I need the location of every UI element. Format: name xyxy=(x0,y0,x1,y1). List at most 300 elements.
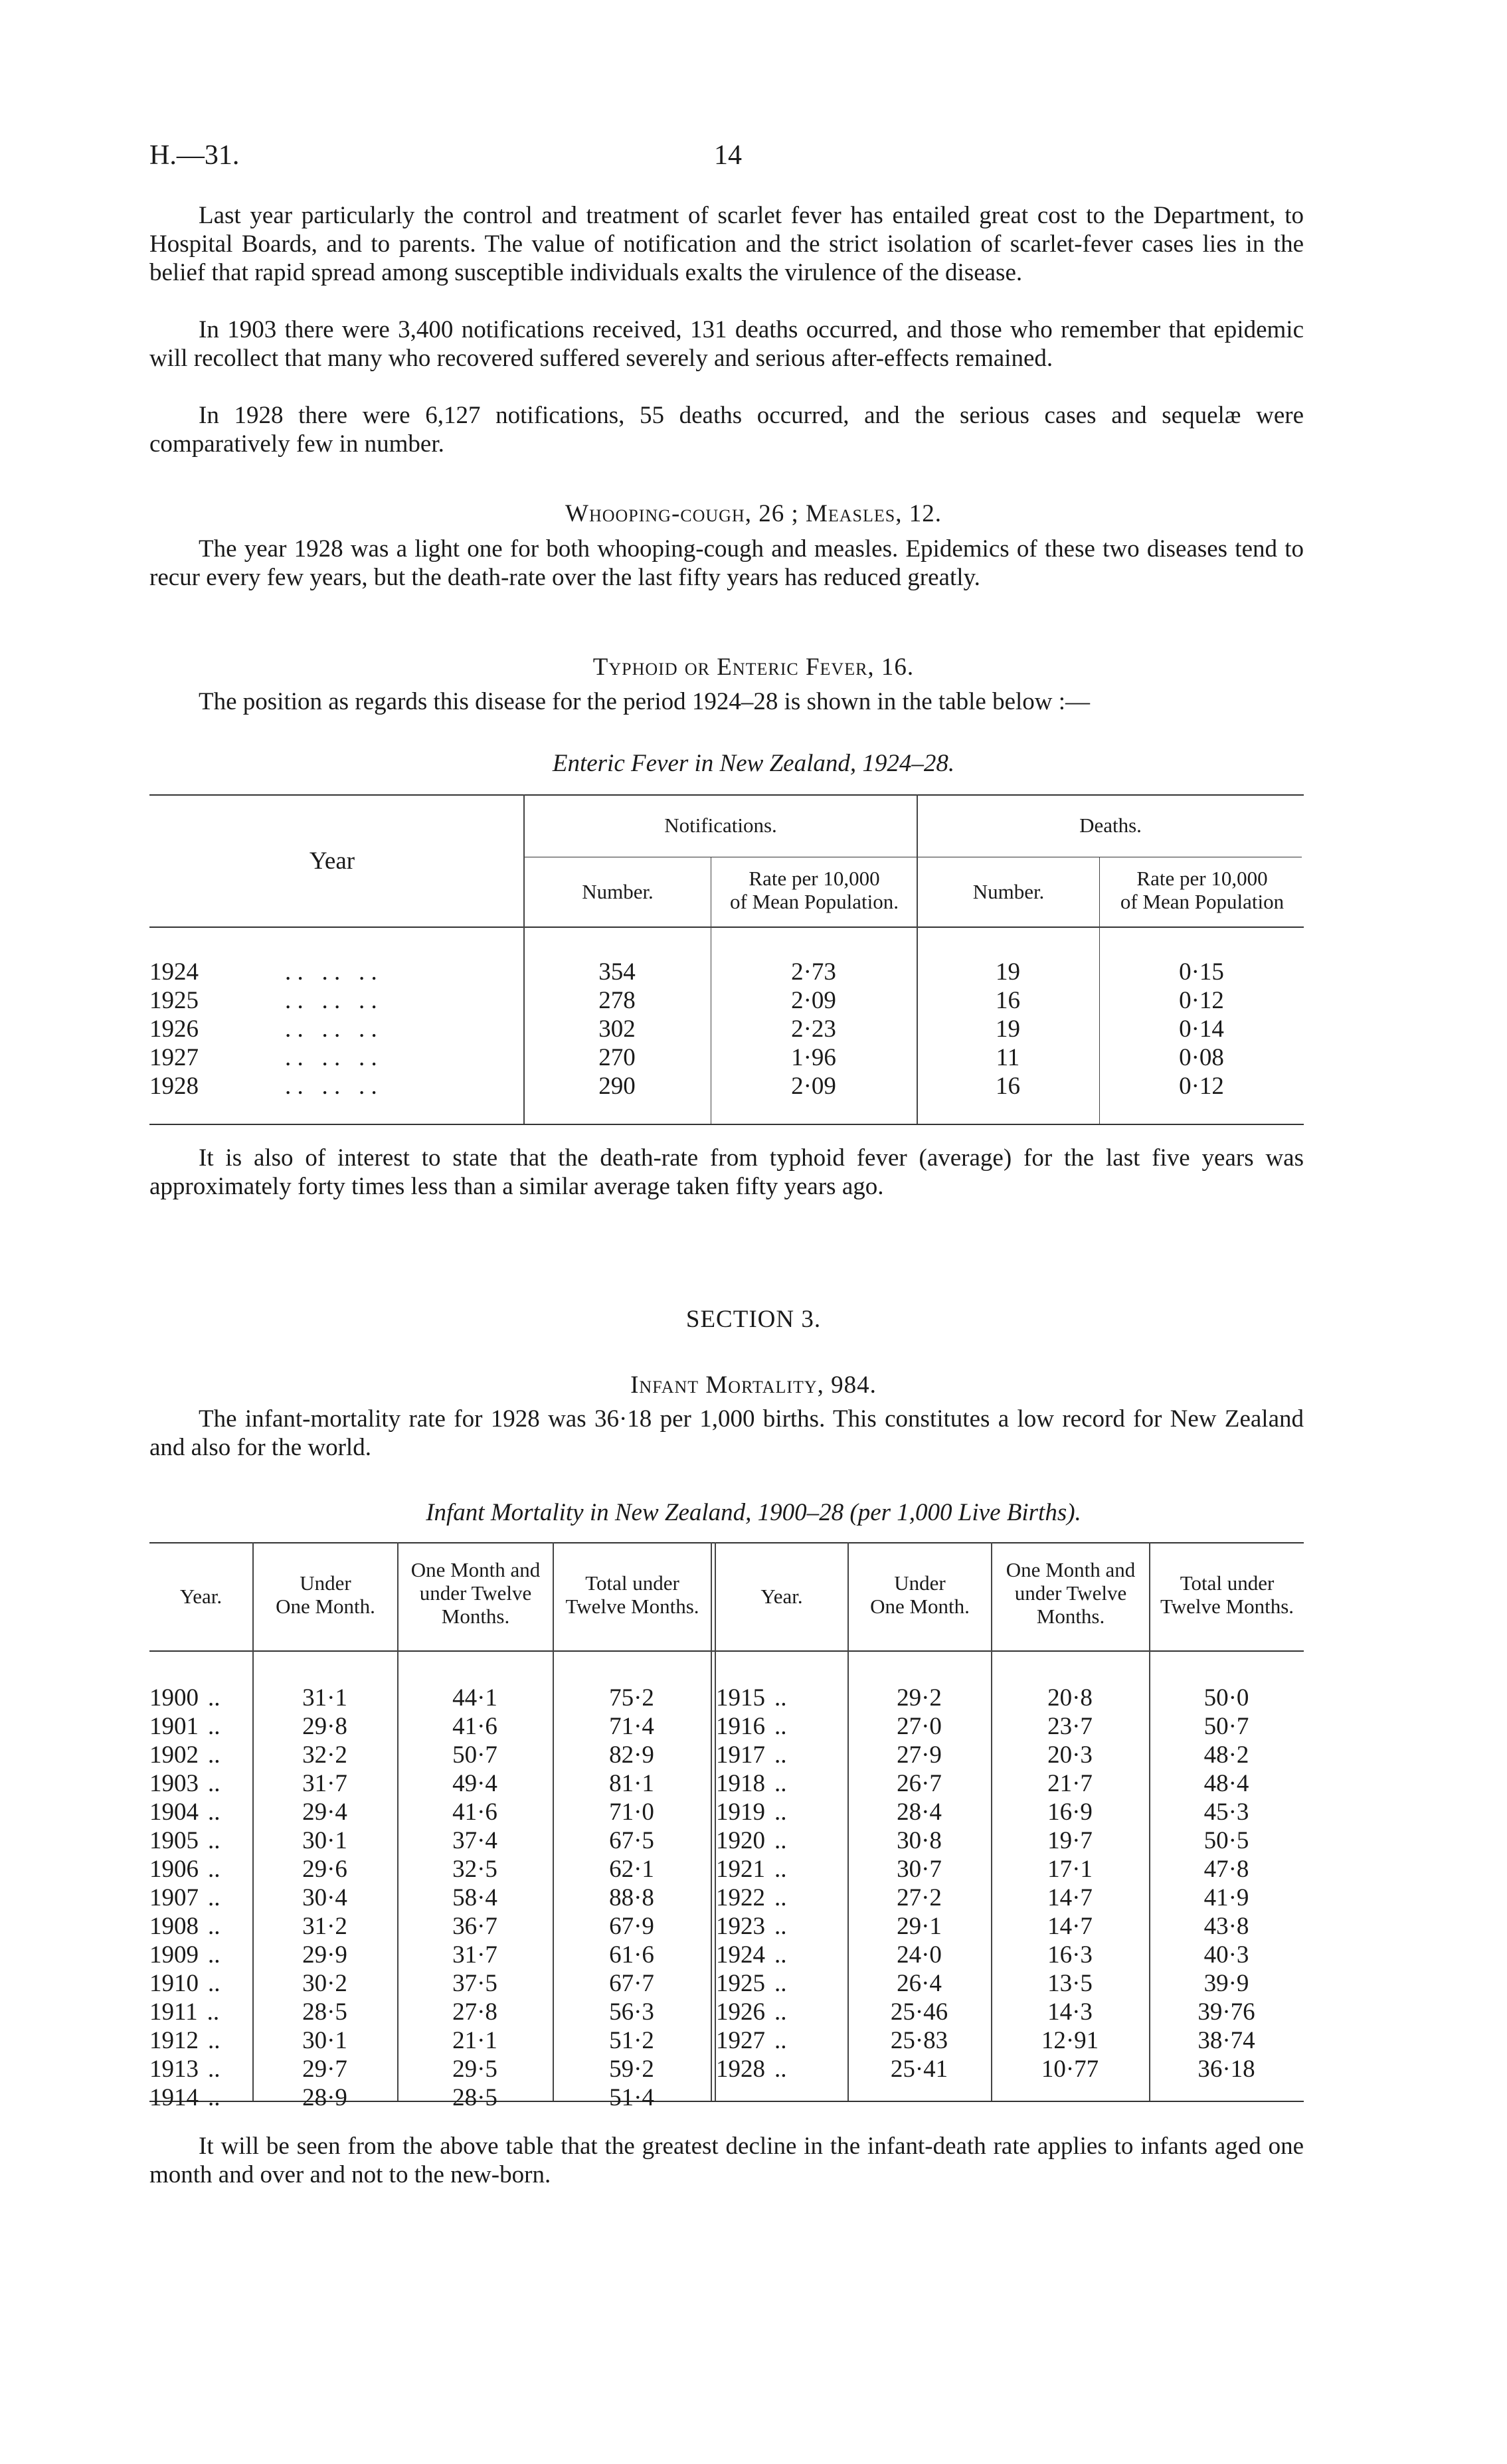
total-twelve-cell: 45·3 xyxy=(1203,1799,1249,1826)
year-label: 1902 xyxy=(149,1741,199,1769)
header-line: One Month. xyxy=(276,1595,375,1618)
dot-leader: .. xyxy=(774,1998,787,2026)
infant-row xyxy=(716,1684,1304,1712)
infant-row xyxy=(716,1826,1304,1855)
notifications-group-header: Notifications. xyxy=(664,814,777,837)
infant-year-cell xyxy=(149,1769,252,1798)
infant-top-rule xyxy=(149,1542,1304,1543)
infant-year-cell xyxy=(716,1712,847,1741)
total-twelve-cell: 67·7 xyxy=(609,1970,654,1997)
enteric-year-cell xyxy=(149,986,523,1015)
header-line: Under xyxy=(300,1571,351,1595)
year-label: 1905 xyxy=(149,1827,199,1854)
one-month-twelve-cell: 20·8 xyxy=(1047,1684,1093,1712)
total-twelve-cell: 48·4 xyxy=(1203,1770,1249,1797)
deaths-rate-cell: 0·12 xyxy=(1179,1073,1224,1100)
header-line: Twelve Months. xyxy=(565,1595,699,1618)
infant-onemonth-header-right xyxy=(992,1558,1149,1628)
notifications-rate-header xyxy=(712,867,917,913)
infant-rows-left xyxy=(149,1684,711,2112)
total-twelve-cell: 62·1 xyxy=(609,1856,654,1883)
one-month-twelve-cell: 29·5 xyxy=(452,2056,497,2083)
one-month-twelve-cell: 20·3 xyxy=(1047,1741,1093,1769)
under-one-month-cell: 30·7 xyxy=(897,1856,942,1883)
total-twelve-cell: 39·76 xyxy=(1197,1998,1255,2026)
one-month-twelve-cell: 23·7 xyxy=(1047,1713,1093,1740)
deaths-rate-cell: 0·08 xyxy=(1179,1044,1224,1071)
infant-row xyxy=(149,1855,711,1884)
total-twelve-cell: 39·9 xyxy=(1203,1970,1249,1997)
infant-row xyxy=(716,2055,1304,2083)
year-label: 1924 xyxy=(149,958,199,986)
under-one-month-cell: 29·4 xyxy=(302,1799,347,1826)
infant-year-cell xyxy=(149,1998,252,2026)
infant-year-cell xyxy=(716,1912,847,1941)
dot-leader: .. xyxy=(774,1713,787,1740)
infant-row xyxy=(716,1998,1304,2026)
total-twelve-cell: 56·3 xyxy=(609,1998,654,2026)
dot-leader: .. xyxy=(208,2084,221,2111)
under-one-month-cell: 29·7 xyxy=(302,2056,347,2083)
enteric-year-cell xyxy=(149,1072,523,1100)
total-twelve-cell: 38·74 xyxy=(1197,2027,1255,2054)
one-month-twelve-cell: 19·7 xyxy=(1047,1827,1093,1854)
dot-leader: .. xyxy=(208,1913,221,1940)
one-month-twelve-cell: 14·7 xyxy=(1047,1913,1093,1940)
notifications-rate-cell: 2·09 xyxy=(791,987,836,1014)
notifications-rate-cell: 2·73 xyxy=(791,958,836,986)
notifications-rate-cell: 2·23 xyxy=(791,1015,836,1043)
infant-year-cell xyxy=(149,1798,252,1826)
paragraph-1928: In 1928 there were 6,127 notifications, 55 deaths occurred, and the serious cases and sequelæ were comparatively few in number. xyxy=(149,402,1304,458)
under-one-month-cell: 29·9 xyxy=(302,1941,347,1969)
document-reference: H.—31. xyxy=(149,140,240,171)
dot-leader: .. xyxy=(208,1970,221,1997)
infant-year-cell xyxy=(149,1912,252,1941)
infant-vline xyxy=(711,1542,712,2101)
one-month-twelve-cell: 41·6 xyxy=(452,1713,497,1740)
deaths-rate-cell: 0·15 xyxy=(1179,958,1224,986)
infant-year-cell xyxy=(716,1884,847,1912)
year-label: 1900 xyxy=(149,1684,199,1712)
dot-leader: .. xyxy=(774,1913,787,1940)
infant-row xyxy=(149,1798,711,1826)
one-month-twelve-cell: 21·7 xyxy=(1047,1770,1093,1797)
year-label: 1918 xyxy=(716,1770,765,1797)
total-twelve-cell: 41·9 xyxy=(1203,1884,1249,1911)
dot-leader: .. xyxy=(208,1713,221,1740)
deaths-number-cell: 16 xyxy=(996,987,1020,1014)
one-month-twelve-cell: 31·7 xyxy=(452,1941,497,1969)
dot-leader: .. xyxy=(207,1998,220,2026)
header-line: under Twelve xyxy=(419,1581,532,1605)
dot-leader: . . . . . . xyxy=(285,1044,377,1071)
header-line: Months. xyxy=(1036,1605,1105,1628)
infant-year-cell xyxy=(149,1969,252,1998)
infant-row xyxy=(149,2083,711,2112)
deaths-number-cell: 11 xyxy=(996,1044,1020,1071)
infant-year-cell xyxy=(149,1826,252,1855)
dot-leader: .. xyxy=(774,1799,787,1826)
year-label: 1913 xyxy=(149,2056,199,2083)
under-one-month-cell: 32·2 xyxy=(302,1741,347,1769)
section-title: SECTION 3. xyxy=(685,1306,822,1333)
total-twelve-cell: 47·8 xyxy=(1203,1856,1249,1883)
infant-year-cell xyxy=(149,2026,252,2055)
infant-row xyxy=(716,1741,1304,1769)
one-month-twelve-cell: 14·7 xyxy=(1047,1884,1093,1911)
one-month-twelve-cell: 49·4 xyxy=(452,1770,497,1797)
year-label: 1919 xyxy=(716,1799,765,1826)
infant-year-cell xyxy=(716,2026,847,2055)
one-month-twelve-cell: 28·5 xyxy=(452,2084,497,2111)
enteric-row xyxy=(149,986,1304,1015)
total-twelve-cell: 67·5 xyxy=(609,1827,654,1854)
enteric-bottom-rule xyxy=(149,1124,1304,1125)
under-one-month-cell: 27·9 xyxy=(897,1741,942,1769)
total-twelve-cell: 50·0 xyxy=(1203,1684,1249,1712)
total-twelve-cell: 71·4 xyxy=(609,1713,654,1740)
year-label: 1924 xyxy=(716,1941,765,1969)
dot-leader: .. xyxy=(208,1827,221,1854)
infant-row xyxy=(716,1884,1304,1912)
dot-leader: . . . . . . xyxy=(285,987,377,1014)
year-label: 1920 xyxy=(716,1827,765,1854)
enteric-year-cell xyxy=(149,958,523,986)
infant-row xyxy=(716,1855,1304,1884)
under-one-month-cell: 28·9 xyxy=(302,2084,347,2111)
infant-row xyxy=(149,1741,711,1769)
infant-year-cell xyxy=(716,1969,847,1998)
year-label: 1915 xyxy=(716,1684,765,1712)
header-line: One Month and xyxy=(410,1558,541,1581)
one-month-twelve-cell: 10·77 xyxy=(1041,2056,1099,2083)
total-twelve-cell: 40·3 xyxy=(1203,1941,1249,1969)
total-twelve-cell: 82·9 xyxy=(609,1741,654,1769)
notifications-rate-cell: 2·09 xyxy=(791,1073,836,1100)
header-line: under Twelve xyxy=(1014,1581,1127,1605)
paragraph-scarlet-fever: Last year particularly the control and treatment of scarlet fever has entailed great cost to the Department, to Hospital Boards, and to parents. The value of notification and the strict isolation of scarlet-fever cases lies in the belief that rapid spread among susceptible individuals exalts the virulence of the disease. xyxy=(149,202,1304,286)
infant-row xyxy=(149,2026,711,2055)
under-one-month-cell: 26·4 xyxy=(897,1970,942,1997)
year-label: 1908 xyxy=(149,1913,199,1940)
infant-after-paragraph: It will be seen from the above table that the greatest decline in the infant-death rate applies to infants aged one month and over and not to the new-born. xyxy=(149,2133,1304,2188)
notifications-number-header: Number. xyxy=(582,880,654,903)
dot-leader: .. xyxy=(774,2027,787,2054)
infant-year-cell xyxy=(149,1884,252,1912)
infant-year-cell xyxy=(149,2055,252,2083)
deaths-number-cell: 16 xyxy=(996,1073,1020,1100)
under-one-month-cell: 31·1 xyxy=(302,1684,347,1712)
under-one-month-cell: 24·0 xyxy=(897,1941,942,1969)
infant-onemonth-header xyxy=(399,1558,553,1628)
one-month-twelve-cell: 17·1 xyxy=(1047,1856,1093,1883)
notifications-rate-cell: 1·96 xyxy=(791,1044,836,1071)
infant-year-cell xyxy=(149,2083,252,2112)
under-one-month-cell: 29·1 xyxy=(897,1913,942,1940)
enteric-row xyxy=(149,1072,1304,1100)
dot-leader: .. xyxy=(774,1970,787,1997)
total-twelve-cell: 51·4 xyxy=(609,2084,654,2111)
one-month-twelve-cell: 36·7 xyxy=(452,1913,497,1940)
year-label: 1910 xyxy=(149,1970,199,1997)
dot-leader: .. xyxy=(208,2027,221,2054)
total-twelve-cell: 50·5 xyxy=(1203,1827,1249,1854)
year-label: 1923 xyxy=(716,1913,765,1940)
year-label: 1926 xyxy=(716,1998,765,2026)
dot-leader: .. xyxy=(774,1827,787,1854)
header-line: Total under xyxy=(585,1571,679,1595)
under-one-month-cell: 30·4 xyxy=(302,1884,347,1911)
year-label: 1927 xyxy=(716,2027,765,2054)
year-label: 1906 xyxy=(149,1856,199,1883)
year-label: 1912 xyxy=(149,2027,199,2054)
year-label: 1917 xyxy=(716,1741,765,1769)
dot-leader: .. xyxy=(774,1684,787,1712)
enteric-year-cell xyxy=(149,1015,523,1043)
one-month-twelve-cell: 12·91 xyxy=(1041,2027,1099,2054)
total-twelve-cell: 67·9 xyxy=(609,1913,654,1940)
infant-year-cell xyxy=(149,1684,252,1712)
infant-total-header xyxy=(554,1571,711,1618)
notifications-number-cell: 302 xyxy=(598,1015,636,1043)
dot-leader: .. xyxy=(774,1884,787,1911)
typhoid-after-paragraph: It is also of interest to state that the death-rate from typhoid fever (average) for the last five years was approximately forty times less than a similar average taken fifty years ago. xyxy=(149,1144,1304,1200)
infant-year-cell xyxy=(149,1941,252,1969)
enteric-rows xyxy=(149,958,1304,1100)
infant-row xyxy=(716,1712,1304,1741)
dot-leader: .. xyxy=(208,1684,221,1712)
infant-year-cell xyxy=(716,2055,847,2083)
under-one-month-cell: 25·46 xyxy=(890,1998,948,2026)
enteric-table-caption: Enteric Fever in New Zealand, 1924–28. xyxy=(552,750,955,777)
whooping-paragraph: The year 1928 was a light one for both whooping-cough and measles. Epidemics of these two diseases tend to recur every few years, but the death-rate over the last fifty years has reduced greatly. xyxy=(149,535,1304,591)
page-number: 14 xyxy=(714,140,742,171)
total-twelve-cell: 59·2 xyxy=(609,2056,654,2083)
infant-year-cell xyxy=(716,1826,847,1855)
dot-leader: .. xyxy=(208,1741,221,1769)
one-month-twelve-cell: 37·4 xyxy=(452,1827,497,1854)
infant-mortality-paragraph: The infant-mortality rate for 1928 was 36·18 per 1,000 births. This constitutes a low record for New Zealand and also for the world. xyxy=(149,1405,1304,1461)
year-label: 1928 xyxy=(149,1073,199,1100)
infant-rows-right xyxy=(716,1684,1304,2083)
year-label: 1921 xyxy=(716,1856,765,1883)
infant-year-cell xyxy=(716,1684,847,1712)
infant-year-cell xyxy=(149,1712,252,1741)
infant-row xyxy=(716,1969,1304,1998)
enteric-row xyxy=(149,1015,1304,1043)
paragraph-1903: In 1903 there were 3,400 notifications received, 131 deaths occurred, and those who remember that epidemic will recollect that many who recovered suffered severely and serious after-effects remained. xyxy=(149,316,1304,372)
enteric-year-header: Year xyxy=(309,847,355,875)
deaths-rate-header xyxy=(1101,867,1304,913)
infant-year-header: Year. xyxy=(179,1585,222,1608)
infant-table-caption: Infant Mortality in New Zealand, 1900–28 (per 1,000 Live Births). xyxy=(426,1499,1081,1526)
header-line: One Month and xyxy=(1006,1558,1136,1581)
enteric-top-rule xyxy=(149,794,1304,796)
dot-leader: . . . . . . xyxy=(285,1015,377,1043)
year-label: 1922 xyxy=(716,1884,765,1911)
dot-leader: .. xyxy=(208,1856,221,1883)
infant-row xyxy=(149,1712,711,1741)
deaths-number-header: Number. xyxy=(972,880,1045,903)
deaths-group-header: Deaths. xyxy=(1079,814,1142,837)
notifications-number-cell: 354 xyxy=(598,958,636,986)
infant-mortality-heading: Infant Mortality, 984. xyxy=(630,1371,877,1399)
notifications-number-cell: 278 xyxy=(598,987,636,1014)
header-line: Under xyxy=(894,1571,946,1595)
one-month-twelve-cell: 14·3 xyxy=(1047,1998,1093,2026)
typhoid-heading: Typhoid or Enteric Fever, 16. xyxy=(592,654,915,681)
one-month-twelve-cell: 16·9 xyxy=(1047,1799,1093,1826)
under-one-month-cell: 30·8 xyxy=(897,1827,942,1854)
total-twelve-cell: 75·2 xyxy=(609,1684,654,1712)
year-label: 1926 xyxy=(149,1015,199,1043)
infant-row xyxy=(149,1826,711,1855)
infant-year-cell xyxy=(716,1769,847,1798)
infant-row xyxy=(716,1769,1304,1798)
dot-leader: .. xyxy=(774,1856,787,1883)
typhoid-paragraph: The position as regards this disease for the period 1924–28 is shown in the table below :— xyxy=(199,688,1091,715)
deaths-number-cell: 19 xyxy=(996,1015,1020,1043)
whooping-heading: Whooping-cough, 26 ; Measles, 12. xyxy=(565,500,942,527)
infant-year-cell xyxy=(716,1998,847,2026)
deaths-rate-cell: 0·12 xyxy=(1179,987,1224,1014)
dot-leader: .. xyxy=(774,1770,787,1797)
year-label: 1903 xyxy=(149,1770,199,1797)
under-one-month-cell: 25·41 xyxy=(890,2056,948,2083)
one-month-twelve-cell: 50·7 xyxy=(452,1741,497,1769)
dot-leader: .. xyxy=(208,1799,221,1826)
total-twelve-cell: 50·7 xyxy=(1203,1713,1249,1740)
total-twelve-cell: 36·18 xyxy=(1197,2056,1255,2083)
rate-header-line: Rate per 10,000 xyxy=(1136,867,1268,890)
infant-row xyxy=(716,1798,1304,1826)
infant-year-cell xyxy=(716,1941,847,1969)
deaths-number-cell: 19 xyxy=(996,958,1020,986)
dot-leader: .. xyxy=(208,1884,221,1911)
infant-row xyxy=(716,1941,1304,1969)
one-month-twelve-cell: 44·1 xyxy=(452,1684,497,1712)
one-month-twelve-cell: 58·4 xyxy=(452,1884,497,1911)
dot-leader: .. xyxy=(774,2056,787,2083)
infant-under-header-right xyxy=(849,1571,991,1618)
dot-leader: .. xyxy=(208,1770,221,1797)
year-label: 1901 xyxy=(149,1713,199,1740)
year-label: 1925 xyxy=(149,987,199,1014)
infant-total-header-right xyxy=(1150,1571,1304,1618)
header-line: Total under xyxy=(1180,1571,1275,1595)
under-one-month-cell: 30·1 xyxy=(302,1827,347,1854)
infant-header-rule xyxy=(149,1650,1304,1652)
one-month-twelve-cell: 37·5 xyxy=(452,1970,497,1997)
enteric-row xyxy=(149,1043,1304,1072)
infant-row xyxy=(149,1769,711,1798)
enteric-header-rule xyxy=(149,926,1304,928)
year-label: 1916 xyxy=(716,1713,765,1740)
year-label: 1909 xyxy=(149,1941,199,1969)
year-label: 1927 xyxy=(149,1044,199,1071)
infant-row xyxy=(149,1969,711,1998)
one-month-twelve-cell: 16·3 xyxy=(1047,1941,1093,1969)
year-label: 1914 xyxy=(149,2084,199,2111)
infant-row xyxy=(149,2055,711,2083)
dot-leader: .. xyxy=(208,1941,221,1969)
infant-row xyxy=(149,1912,711,1941)
under-one-month-cell: 28·4 xyxy=(897,1799,942,1826)
one-month-twelve-cell: 27·8 xyxy=(452,1998,497,2026)
notifications-number-cell: 270 xyxy=(598,1044,636,1071)
total-twelve-cell: 61·6 xyxy=(609,1941,654,1969)
dot-leader: . . . . . . xyxy=(285,958,377,986)
one-month-twelve-cell: 13·5 xyxy=(1047,1970,1093,1997)
infant-row xyxy=(149,1941,711,1969)
year-label: 1911 xyxy=(149,1998,198,2026)
one-month-twelve-cell: 41·6 xyxy=(452,1799,497,1826)
infant-row xyxy=(149,1884,711,1912)
under-one-month-cell: 29·6 xyxy=(302,1856,347,1883)
deaths-rate-cell: 0·14 xyxy=(1179,1015,1224,1043)
enteric-row xyxy=(149,958,1304,986)
under-one-month-cell: 27·2 xyxy=(897,1884,942,1911)
enteric-year-cell xyxy=(149,1043,523,1072)
total-twelve-cell: 48·2 xyxy=(1203,1741,1249,1769)
total-twelve-cell: 43·8 xyxy=(1203,1913,1249,1940)
dot-leader: .. xyxy=(774,1941,787,1969)
under-one-month-cell: 30·1 xyxy=(302,2027,347,2054)
infant-year-cell xyxy=(149,1855,252,1884)
year-label: 1904 xyxy=(149,1799,199,1826)
year-label: 1907 xyxy=(149,1884,199,1911)
under-one-month-cell: 29·8 xyxy=(302,1713,347,1740)
header-line: Months. xyxy=(441,1605,510,1628)
infant-year-cell xyxy=(716,1741,847,1769)
total-twelve-cell: 71·0 xyxy=(609,1799,654,1826)
dot-leader: .. xyxy=(208,2056,221,2083)
year-label: 1928 xyxy=(716,2056,765,2083)
under-one-month-cell: 26·7 xyxy=(897,1770,942,1797)
infant-row xyxy=(716,1912,1304,1941)
one-month-twelve-cell: 32·5 xyxy=(452,1856,497,1883)
infant-row xyxy=(149,1998,711,2026)
under-one-month-cell: 28·5 xyxy=(302,1998,347,2026)
rate-header-line: of Mean Population xyxy=(1120,890,1285,913)
year-label: 1925 xyxy=(716,1970,765,1997)
total-twelve-cell: 88·8 xyxy=(609,1884,654,1911)
under-one-month-cell: 25·83 xyxy=(890,2027,948,2054)
header-line: One Month. xyxy=(870,1595,970,1618)
under-one-month-cell: 27·0 xyxy=(897,1713,942,1740)
under-one-month-cell: 31·2 xyxy=(302,1913,347,1940)
dot-leader: . . . . . . xyxy=(285,1073,377,1100)
infant-year-header-right: Year. xyxy=(760,1585,803,1608)
notifications-number-cell: 290 xyxy=(598,1073,636,1100)
infant-under-header xyxy=(254,1571,397,1618)
infant-row xyxy=(149,1684,711,1712)
infant-row xyxy=(716,2026,1304,2055)
infant-year-cell xyxy=(149,1741,252,1769)
total-twelve-cell: 51·2 xyxy=(609,2027,654,2054)
rate-header-line: of Mean Population. xyxy=(730,890,899,913)
total-twelve-cell: 81·1 xyxy=(609,1770,654,1797)
infant-year-cell xyxy=(716,1798,847,1826)
header-line: Twelve Months. xyxy=(1160,1595,1294,1618)
under-one-month-cell: 31·7 xyxy=(302,1770,347,1797)
infant-year-cell xyxy=(716,1855,847,1884)
rate-header-line: Rate per 10,000 xyxy=(749,867,880,890)
under-one-month-cell: 30·2 xyxy=(302,1970,347,1997)
under-one-month-cell: 29·2 xyxy=(897,1684,942,1712)
dot-leader: .. xyxy=(774,1741,787,1769)
